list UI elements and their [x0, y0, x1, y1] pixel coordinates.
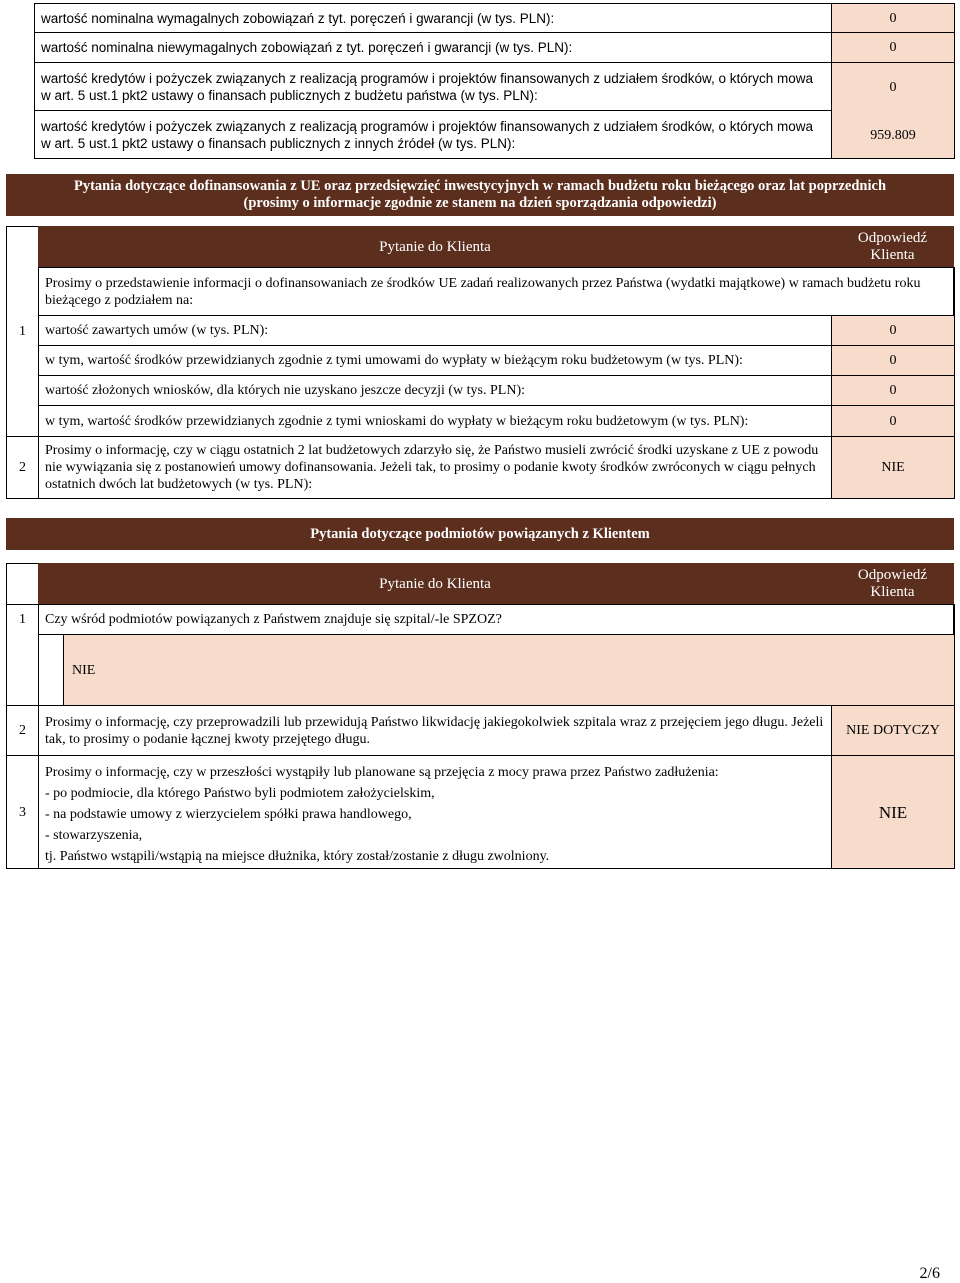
- related-q1-number: 1: [6, 604, 39, 706]
- section-eu-title: Pytania dotyczące dofinansowania z UE oraz przedsięwzięć inwestycyjnych w ramach budżetu roku bieżącego oraz lat poprzednich: [73, 178, 887, 194]
- eu-q1-number: 1: [6, 226, 39, 437]
- eu-q2-number: 2: [6, 436, 39, 499]
- related-q3-line-4: - stowarzyszenia,: [45, 828, 143, 843]
- related-q3-line-2: - po podmiocie, dla którego Państwo byli podmiotem założycielskim,: [45, 786, 435, 801]
- top-row-2-label: wartość nominalna niewymagalnych zobowiązań z tyt. poręczeń i gwarancji (w tys. PLN):: [34, 32, 832, 63]
- eu-q1-sub-3-label: wartość złożonych wniosków, dla których nie uzyskano jeszcze decyzji (w tys. PLN):: [38, 375, 832, 406]
- related-q1-text: Czy wśród podmiotów powiązanych z Państwem znajduje się szpital/-le SPZOZ?: [38, 604, 955, 635]
- section-related-title: Pytania dotyczące podmiotów powiązanych z Klientem: [310, 525, 650, 542]
- related-q1-answer: NIE: [63, 634, 955, 706]
- eu-q1-sub-3-value: 0: [831, 375, 955, 406]
- related-q2-text: Prosimy o informację, czy przeprowadzili lub przewidują Państwo likwidację jakiegokolwiek szpitala wraz z przejęciem jego długu. Jeżeli tak, to prosimy o podanie łącznej kwoty przejętego długu.: [38, 705, 832, 756]
- top-row-3-label: wartość kredytów i pożyczek związanych z realizacją programów i projektów finansowanych z udziałem środków, o których mowa w art. 5 ust.1 pkt2 ustawy o finansach publicznych z budżetu państwa (w tys. PLN):: [34, 62, 832, 111]
- eu-col-question-header: Pytanie do Klienta: [38, 226, 832, 268]
- eu-col-answer-header: Odpowiedź Klienta: [831, 226, 954, 268]
- top-row-3-value: 0: [889, 79, 897, 95]
- top-row-2-value: 0: [831, 32, 955, 63]
- related-q2-answer: NIE DOTYCZY: [831, 705, 955, 756]
- top-row-1-label: wartość nominalna wymagalnych zobowiązań z tyt. poręczeń i gwarancji (w tys. PLN):: [34, 3, 832, 33]
- eu-q2-answer: NIE: [831, 436, 955, 499]
- eu-q1-text: Prosimy o przedstawienie informacji o dofinansowaniach ze środków UE zadań realizowanych przez Państwa (wydatki majątkowe) w ramach budżetu roku bieżącego z podziałem na:: [38, 267, 955, 316]
- top-row-4-label: wartość kredytów i pożyczek związanych z realizacją programów i projektów finansowanych z udziałem środków, o których mowa w art. 5 ust.1 pkt2 ustawy o finansach publicznych z innych źródeł (w tys. PLN):: [34, 110, 832, 159]
- eu-q2-text: Prosimy o informację, czy w ciągu ostatnich 2 lat budżetowych zdarzyło się, że Państwo musieli zwrócić środki uzyskane z UE z powodu nie wywiązania się z postanowień umowy dofinansowania. Jeżeli tak, to prosimy o podanie kwoty środków zwróconych w ciągu pełnych ostatnich dwóch lat budżetowych (w tys. PLN):: [38, 436, 832, 499]
- related-col-answer-header: Odpowiedź Klienta: [831, 563, 954, 605]
- section-eu-header: [6, 174, 954, 216]
- page-number: 2/6: [919, 1265, 940, 1282]
- related-q3-text: [38, 755, 832, 869]
- section-eu-subtitle: (prosimy o informacje zgodnie ze stanem na dzień sporządzania odpowiedzi): [243, 195, 717, 211]
- top-row-4-value: 959.809: [870, 127, 916, 143]
- eu-q1-sub-4-value: 0: [831, 405, 955, 437]
- section-related-header: [6, 518, 954, 550]
- related-q3-answer: NIE: [831, 755, 955, 869]
- related-q3-line-1: Prosimy o informację, czy w przeszłości wystąpiły lub planowane są przejęcia z mocy prawa przez Państwo zadłużenia:: [45, 765, 719, 780]
- eu-q1-sub-2-label: w tym, wartość środków przewidzianych zgodnie z tymi umowami do wypłaty w bieżącym roku budżetowym (w tys. PLN):: [38, 345, 832, 376]
- top-row-1-value: 0: [831, 3, 955, 33]
- related-q3-line-5: tj. Państwo wstąpili/wstąpią na miejsce dłużnika, który został/zostanie z długu zwolniony.: [45, 849, 550, 864]
- eu-q1-sub-1-label: wartość zawartych umów (w tys. PLN):: [38, 315, 832, 346]
- related-q2-number: 2: [6, 705, 39, 756]
- eu-q1-sub-2-value: 0: [831, 345, 955, 376]
- eu-q1-sub-1-value: 0: [831, 315, 955, 346]
- eu-q1-sub-4-label: w tym, wartość środków przewidzianych zgodnie z tymi wnioskami do wypłaty w bieżącym roku budżetowym (w tys. PLN):: [38, 405, 832, 437]
- related-q3-number: 3: [6, 755, 39, 869]
- related-q3-line-3: - na podstawie umowy z wierzycielem spółki prawa handlowego,: [45, 807, 412, 822]
- related-col-question-header: Pytanie do Klienta: [38, 563, 832, 605]
